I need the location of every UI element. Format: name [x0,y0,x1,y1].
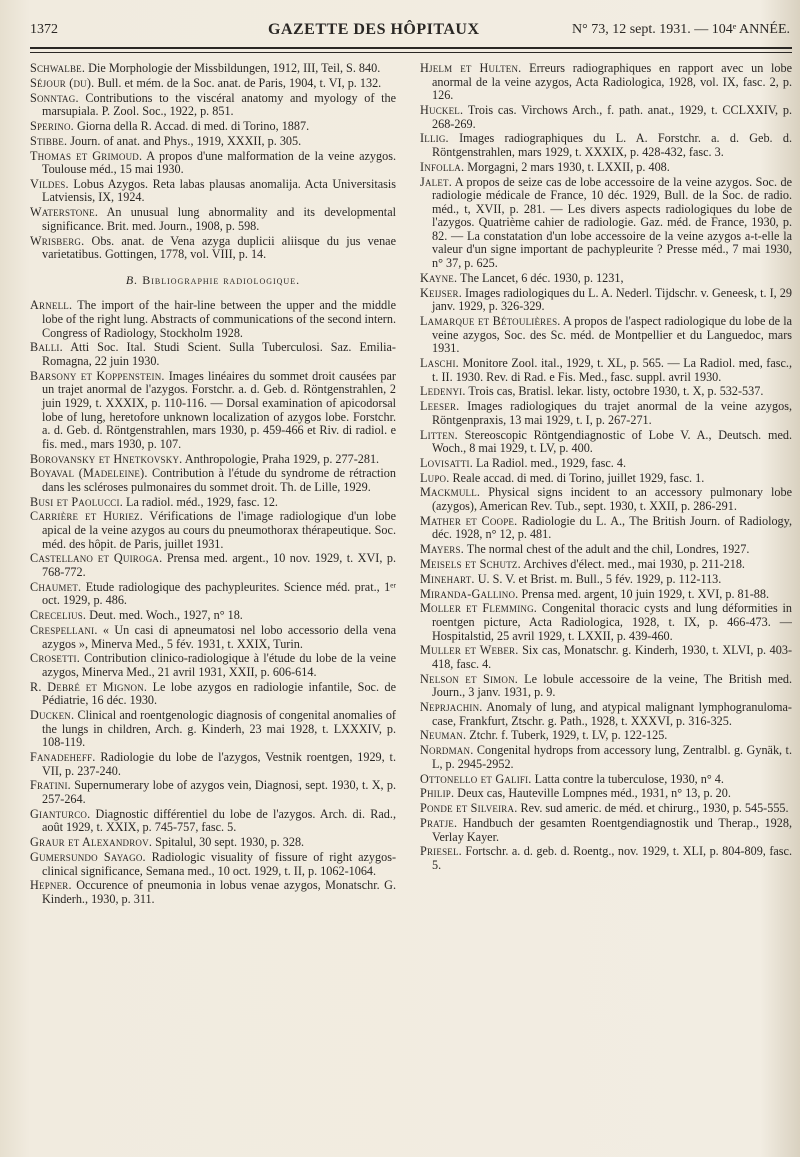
entry-reference: Spitalul, 30 sept. 1930, p. 328. [152,835,305,850]
entry-author: Ponde et Silveira. [420,801,518,816]
entry-reference: A propos de l'aspect radiologique du lobe de la veine azygos, Soc. des Sc. méd. de Montpellier et du Languedoc, mars 1931. [432,314,792,356]
bibliography-entry [420,104,792,131]
entry-reference: The Lancet, 6 déc. 1930, p. 1231, [457,270,624,285]
entry-reference: Giorna della R. Accad. di med. di Torino, 1887. [73,118,310,133]
page-header [30,22,790,44]
entry-reference: Supernumerary lobe of azygos vein, Diagnosi, sept. 1930, t. X, p. 257-264. [42,778,396,806]
bibliography-entry [420,543,792,557]
entry-author: Barsony et Koppenstein. [30,368,165,383]
bibliography-entry [30,581,396,608]
entry-author: Carrière et Huriez. [30,509,143,524]
entry-reference: « Un casi di apneumatosi nel lobo accessorio della vena azygos », Minerva Med., 5 fév. 1931, t. XXIX, Turin. [42,622,396,651]
entry-reference: Deut. med. Woch., 1927, n° 18. [86,608,243,623]
entry-reference: Erreurs radiographiques en rapport avec un lobe anormal de la veine azygos, Acta Radiologica, 1928, vol. IX, fasc. 2, p. 126. [432,62,792,103]
bibliography-entry [30,120,396,134]
entry-author: Nelson et Simon. [420,671,519,686]
entry-author: Moller et Flemming. [420,601,538,616]
bibliography-entry [30,341,396,368]
bibliography-entry [30,709,396,750]
bibliography-entry [420,429,792,456]
bibliography-entry [420,357,792,384]
entry-reference: Vérifications de l'image radiologique d'un lobe apical de la veine azygos au cours du pneumothorax thérapeutique. Soc. méd. des hôpit. de Paris, juillet 1931. [42,509,396,551]
entry-author: Litten. [420,427,458,442]
bibliography-entry [30,77,396,91]
entry-reference: Ztchr. f. Tuberk, 1929, t. LV, p. 122-125. [466,728,668,743]
entry-reference: Trois cas. Virchows Arch., f. path. anat., 1929, t. CCLXXIV, p. 268-269. [432,102,792,131]
bibliography-entry [30,453,396,467]
entry-author: Infolla. [420,159,465,174]
entry-author: Borovansky et Hnetkovsky. [30,451,183,466]
bibliography-entry [420,673,792,700]
bibliography-entry [30,62,396,76]
header-rule [30,47,792,49]
entry-author: Balli. [30,340,63,355]
entry-reference: Congenital hydrops from accessory lung, Zentralbl. g. Gynäk, t. L, p. 2945-2952. [432,743,792,771]
entry-author: Philip. [420,786,455,801]
entry-author: Boyaval (Madeleine). [30,466,148,481]
bibliography-entry [30,92,396,119]
entry-reference: U. S. V. et Brist. m. Bull., 5 fév. 1929, p. 112-113. [474,571,722,586]
bibliography-entry [420,573,792,587]
entry-reference: Contribution à l'étude du syndrome de rétraction dans les scléroses pulmonaires du sommet droit. Th. de Lille, 1929. [42,466,396,494]
entry-reference: Bull. et mém. de la Soc. anat. de Paris, 1904, t. VI, p. 132. [94,75,382,90]
page-number: 1372 [30,22,58,37]
bibliography-entry [420,558,792,572]
bibliography-entry [30,609,396,623]
entry-author: Muller et Weber. [420,643,519,658]
entry-reference: Trois cas, Bratisl. lekar. listy, octobre 1930, t. X, p. 532-537. [465,384,764,399]
bibliography-entry [30,510,396,551]
entry-author: Ledenyi. [420,384,466,399]
entry-author: Huckel. [420,102,464,117]
entry-author: Mackmull. [420,485,481,500]
entry-reference: Radiologie du L. A., The British Journ. of Radiology, déc. 1928, n° 12, p. 481. [432,513,792,542]
entry-reference: Images radiologiques du trajet anormal de la veine azygos, Röntgenpraxis, 13 mai 1929, t. I, p. 267-271. [432,399,792,427]
bibliography-entry [420,744,792,771]
bibliography-entry [420,272,792,286]
bibliography-entry [30,879,396,906]
entry-reference: A propos de seize cas de lobe accessoire de la veine azygos. Soc. de radiologie médicale de France, 10 déc. 1929, Bull. de la Soc. de radio. méd., t, XVII, p. 281. — Les divers aspects radiologiques du lobe de l'azygos. Quatrième cahier de radiologie. Gaz. méd. de France, 1930, p. 82. — La constatation d'un lobe accessoire de la veine azygos a-t-elle la valeur d'un signe important de pachypleurite ? Presse méd., 7 mai 1930, n° 37, p. 625. [432,174,792,271]
entry-author: Lovisatti. [420,455,473,470]
section-letter: B. [125,272,139,287]
bibliography-entry [30,135,396,149]
entry-reference: Reale accad. di med. di Torino, juillet 1929, fasc. 1. [449,470,705,485]
entry-author: Crosetti. [30,651,80,666]
bibliography-entry [30,299,396,340]
section-title: Bibliographie radiologique. [142,272,301,287]
entry-reference: Congenital thoracic cysts and lung déformities in roentgen picture, Acta Radiologica, 1928, t. IX, p. 466-473. — Hospitalstid, 25 avril 1929, t. LXXII, p. 439-460. [432,601,792,643]
entry-author: Chaumet. [30,579,82,594]
bibliography-entry [420,802,792,816]
journal-title: GAZETTE DES HÔPITAUX [268,21,480,38]
entry-author: Sonntag. [30,90,79,105]
bibliography-entry [420,287,792,314]
entry-author: Laschi. [420,355,459,370]
entry-author: Jalet. [420,174,452,189]
entry-author: Minehart. [420,571,475,586]
entry-reference: Handbuch der gesamten Roentgendiagnostik und Therap., 1928, Verlay Kayer. [432,815,792,844]
entry-reference: Atti Soc. Ital. Studi Scient. Sulla Tuberculosi. Saz. Emilia-Romagna, 22 juin 1930. [42,340,396,368]
right-column [420,62,792,1152]
entry-author: Graur et Alexandrov. [30,835,153,850]
entry-author: Crecelius. [30,608,87,623]
entry-reference: Contribution clinico-radiologique à l'étude du lobe de la veine azygos, Minerva Med., 21 avril 1931, XXII, p. 606-614. [42,651,396,679]
bibliography-entry [420,400,792,427]
bibliography-entry [30,206,396,233]
entry-author: Busi et Paolucci. [30,494,123,509]
entry-reference: Monitore Zool. ital., 1929, t. XL, p. 565. — La Radiol. med, fasc., t. II. 1930. Rev. di Rad. e Fis. Med., fasc. suppl. avril 1930. [432,355,792,384]
entry-author: Ducken. [30,708,75,723]
bibliography-entry [30,779,396,806]
bibliography-entry [30,467,396,494]
entry-reference: Etude radiologique des pachypleurites. Science méd. prat., 1ᵉʳ oct. 1929, p. 486. [42,579,396,608]
entry-reference: Journ. of anat. and Phys., 1919, XXXII, p. 305. [67,133,302,148]
entry-reference: Prensa med. argent, 10 juin 1929, t. XVI, p. 81-88. [518,586,770,601]
entry-author: Mather et Coope. [420,513,518,528]
bibliography-entry [420,161,792,175]
entry-author: Pratje. [420,815,458,830]
entry-author: Sperino. [30,118,74,133]
entry-author: Priesel. [420,844,462,859]
entry-author: Thomas et Grimoud. [30,148,143,163]
entry-reference: Fortschr. a. d. geb. d. Roentg., nov. 1929, t. XLI, p. 804-809, fasc. 5. [432,844,792,872]
entry-reference: Le lobe azygos en radiologie infantile, Soc. de Pédiatrie, 16 déc. 1930. [42,679,396,708]
entry-author: Miranda-Gallino. [420,586,519,601]
entry-reference: Morgagni, 2 mars 1930, t. LXXII, p. 408. [464,159,670,174]
entry-reference: Six cas, Monatschr. g. Kinderh, 1930, t. XLVI, p. 403-418, fasc. 4. [432,643,792,671]
bibliography-entry [30,235,396,262]
entry-reference: Physical signs incident to an accessory pulmonary lobe (azygos), American Rev. Tub., sept. 1930, t. XXII, p. 286-291. [432,485,792,514]
entry-reference: Rev. sud americ. de méd. et chirurg., 1930, p. 545-555. [517,801,789,816]
bibliography-entry [420,176,792,271]
bibliography-list-right [420,62,792,872]
entry-author: R. Debré et Mignon. [30,679,148,694]
bibliography-entry [30,496,396,510]
entry-author: Arnell. [30,298,73,313]
issue-info: N° 73, 12 sept. 1931. — 104ᵉ ANNÉE. [571,22,790,37]
bibliography-entry [30,751,396,778]
bibliography-entry [420,515,792,542]
bibliography-entry [420,729,792,743]
entry-reference: Deux cas, Hauteville Lompnes méd., 1931, n° 13, p. 20. [454,786,731,801]
header-rule-thin [30,52,792,53]
entry-author: Meisels et Schutz. [420,556,521,571]
bibliography-entry [420,132,792,159]
bibliography-entry [420,845,792,872]
bibliography-entry [420,701,792,728]
entry-author: Fanadeheff. [30,750,96,765]
entry-author: Hepner. [30,878,72,893]
entry-author: Waterstone. [30,205,99,220]
bibliography-entry [420,602,792,643]
bibliography-entry [420,644,792,671]
entry-reference: Le lobule accessoire de la veine, The British med. Journ., 3 janv. 1931, p. 9. [432,671,792,700]
bibliography-entry [30,808,396,835]
entry-reference: Prensa med. argent., 10 nov. 1929, t. XVI, p. 768-772. [42,551,396,579]
entry-author: Lamarque et Bétoulières. [420,314,561,328]
entry-reference: An unusual lung abnormality and its developmental significance. Brit. med. Journ., 1908, p. 598. [42,205,396,233]
bibliography-entry [420,588,792,602]
entry-author: Neuman. [420,728,467,743]
bibliography-entry [420,472,792,486]
entry-reference: The normal chest of the adult and the chil, Londres, 1927. [463,542,750,557]
bibliography-list-b [30,299,396,906]
entry-author: Leeser. [420,399,460,414]
entry-author: Gianturco. [30,806,91,821]
bibliography-entry [30,150,396,177]
entry-reference: Diagnostic différentiel du lobe de l'azygos. Arch. di. Rad., août 1929, t. XXIX, p. 745-757, fasc. 5. [42,806,396,835]
entry-reference: Contributions to the viscéral anatomy and myology of the marsupiala. P. Zool. Soc., 1922, p. 851. [42,90,396,119]
entry-author: Schwalbe. [30,62,86,75]
bibliography-entry [420,315,792,356]
bibliography-entry [420,486,792,513]
entry-author: Gumersundo Sayago. [30,849,146,864]
entry-author: Wrisberg. [30,233,85,248]
bibliography-entry [420,787,792,801]
entry-reference: Radiologie du lobe de l'azygos, Vestnik roentgen, 1929, t. VII, p. 237-240. [42,750,396,778]
bibliography-entry [30,370,396,452]
bibliography-entry [30,624,396,651]
entry-author: Séjour (du). [30,75,95,90]
bibliography-entry [30,552,396,579]
entry-reference: Latta contre la tuberculose, 1930, n° 4. [531,771,724,786]
entry-author: Nordman. [420,743,474,758]
bibliography-entry [420,773,792,787]
bibliography-entry [30,851,396,878]
bibliography-entry [420,457,792,471]
entry-reference: Images radiographiques du L. A. Forstchr. a. d. Geb. d. Röntgenstrahlen, mars 1929, t. XXXIX, p. 428-432, fasc. 3. [432,131,792,159]
bibliography-entry [30,836,396,850]
entry-author: Fratini. [30,778,71,793]
bibliography-list-a [30,62,396,262]
entry-reference: Occurence of pneumonia in lobus venae azygos, Monatschr. G. Kinderh., 1930, p. 311. [42,878,396,906]
bibliography-entry [420,817,792,844]
entry-reference: Clinical and roentgenologic diagnosis of congenital anomalies of the lungs in children, Arch. g. Kinderh, 23 mai 1928, t. LXXXIV, p. 108-119. [42,708,396,750]
entry-reference: A propos d'une malformation de la veine azygos. Toulouse méd., 15 mai 1930. [42,148,396,177]
entry-reference: La Radiol. med., 1929, fasc. 4. [473,455,626,470]
entry-reference: Images radiologiques du L. A. Nederl. Tijdschr. v. Geneesk, t. I, 29 janv. 1929, p. 326-329. [432,285,792,314]
entry-reference: Radiologic visuality of fissure of right azygos-clinical significance, Semana med., 10 oct. 1929, t. II, p. 1062-1064. [42,849,396,878]
bibliography-entry [420,62,792,103]
entry-author: Neprjachin. [420,700,483,715]
bibliography-entry [30,681,396,708]
entry-reference: Anthropologie, Praha 1929, p. 277-281. [182,451,380,466]
entry-reference: Lobus Azygos. Reta labas plausas anomalija. Acta Universitasis Latviensis, IX, 1924. [42,176,396,205]
entry-author: Keijser. [420,285,462,300]
entry-author: Mayers. [420,542,464,557]
entry-author: Illig. [420,131,449,146]
entry-author: Vildes. [30,176,69,191]
entry-reference: Archives d'élect. med., mai 1930, p. 211-218. [520,556,745,571]
entry-reference: Stereoscopic Röntgendiagnostic of Lobe V. A., Deutsch. med. Woch., 8 mai 1929, t. LV, p. 400. [432,427,792,456]
entry-author: Stibbe. [30,133,68,148]
entry-author: Hjelm et Hulten. [420,62,522,75]
entry-reference: The import of the hair-line between the upper and the middle lobe of the right lung. Abstracts of communications of the second intern. Congress of Radiology, Stockholm 1928. [42,298,396,340]
entry-reference: Obs. anat. de Vena azyga duplicii aliisque du jus venae varietatibus. Gottingen, 1778, vol. VIII, p. 14. [42,233,396,262]
entry-author: Lupo. [420,470,450,485]
entry-author: Crespellani. [30,622,98,637]
entry-author: Ottonello et Galifi. [420,771,532,786]
section-heading [30,274,396,288]
bibliography-entry [420,385,792,399]
bibliography-entry [30,652,396,679]
entry-reference: Die Morphologie der Missbildungen, 1912, III, Teil, S. 840. [85,62,381,75]
bibliography-entry [30,178,396,205]
entry-reference: Anomaly of lung, and atypical malignant lymphogranuloma-case, Frankfurt, Ztschr. g. Path., 1928, t. XXXVI, p. 316-325. [432,700,792,728]
entry-reference: Images linéaires du sommet droit causées par un trajet anormal de l'azygos. Forstchr. a. d. Geb. d. Röntgenstrahlen, 2 juin 1929, t. XXXIX, p. 110-116. — Dorsal examination of apicodorsal lobe of lung, heretofore unknown localization of azygos lobe. Forstchr. a. d. Geb. d. Röntgenstrahlen, mars 1930, p. 459-466 et Riv. di radiol. e fis. med., mars 1930, p. 107. [42,368,396,451]
left-column [30,62,396,1152]
entry-author: Castellano et Quiroga. [30,551,163,566]
entry-reference: La radiol. méd., 1929, fasc. 12. [122,494,278,509]
entry-author: Kayne. [420,270,458,285]
